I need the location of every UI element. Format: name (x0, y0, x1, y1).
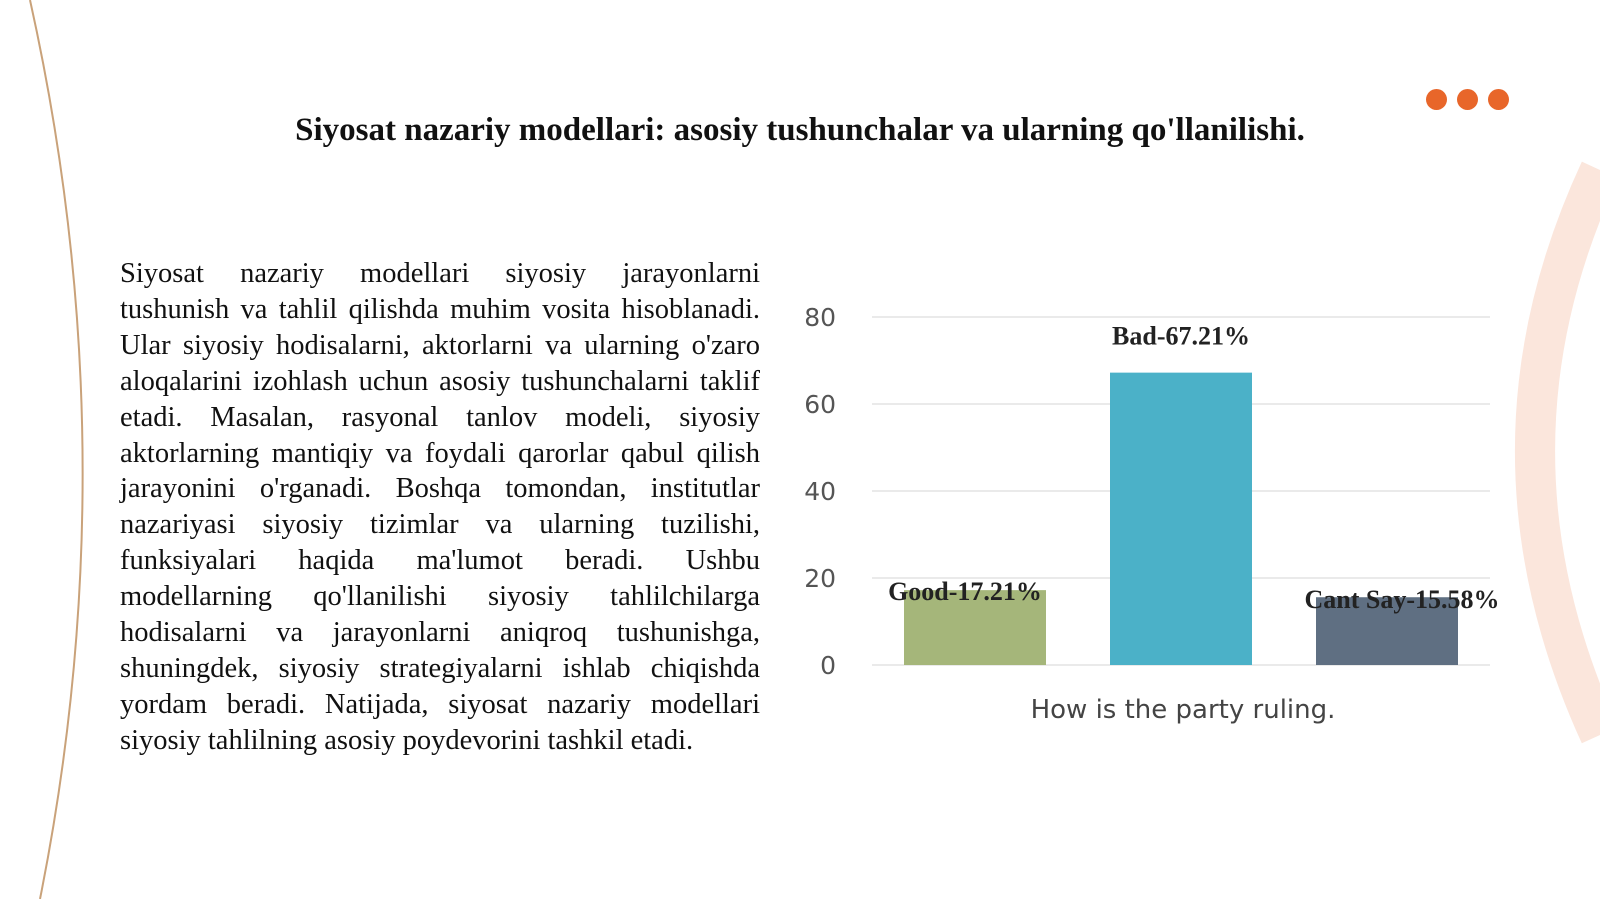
y-tick-label: 0 (820, 651, 836, 680)
slide-title: Siyosat nazariy modellari: asosiy tushunchalar va ularning qo'llanilishi. (295, 112, 1305, 148)
data-label: Good-17.21% (888, 577, 1042, 607)
y-axis-ticks (804, 303, 836, 680)
data-label: Bad-67.21% (1112, 321, 1250, 351)
orange-dot (1488, 89, 1509, 110)
y-tick-label: 60 (804, 390, 836, 419)
dots-decoration (1426, 89, 1509, 110)
bar-chart (790, 290, 1520, 750)
data-label: Cant Say-15.58% (1304, 585, 1500, 615)
orange-dot (1457, 89, 1478, 110)
y-tick-label: 40 (804, 477, 836, 506)
body-paragraph: Siyosat nazariy modellari siyosiy jarayonlarni tushunish va tahlil qilishda muhim vosita hisoblanadi. Ular siyosiy hodisalarni, aktorlarni va ularning o'zaro aloqalarini izohlash uchun asosiy tushunchalarni taklif etadi. Masalan, rasyonal tanlov modeli, siyosiy aktorlarning mantiqiy va foydali qarorlar qabul qilish jarayonini o'rganadi. Boshqa tomondan, institutlar nazariyasi siyosiy tizimlar va ularning tuzilishi, funksiyalari haqida ma'lumot beradi. Ushbu modellarning qo'llanilishi siyosiy tahlilchilarga hodisalarni va jarayonlarni aniqroq tushunishga, shuningdek, siyosiy strategiyalarni ishlab chiqishda yordam beradi. Natijada, siyosat nazariy modellari siyosiy tahlilning asosiy poydevorini tashkil etadi. (120, 258, 760, 756)
y-tick-label: 20 (804, 564, 836, 593)
x-axis-label: How is the party ruling. (1030, 695, 1336, 725)
y-tick-label: 80 (804, 303, 836, 332)
bar-bad (1110, 373, 1252, 665)
right-arc-shape (1535, 170, 1600, 735)
orange-dot (1426, 89, 1447, 110)
chart-bars (904, 373, 1458, 665)
left-arc-line (30, 0, 83, 899)
